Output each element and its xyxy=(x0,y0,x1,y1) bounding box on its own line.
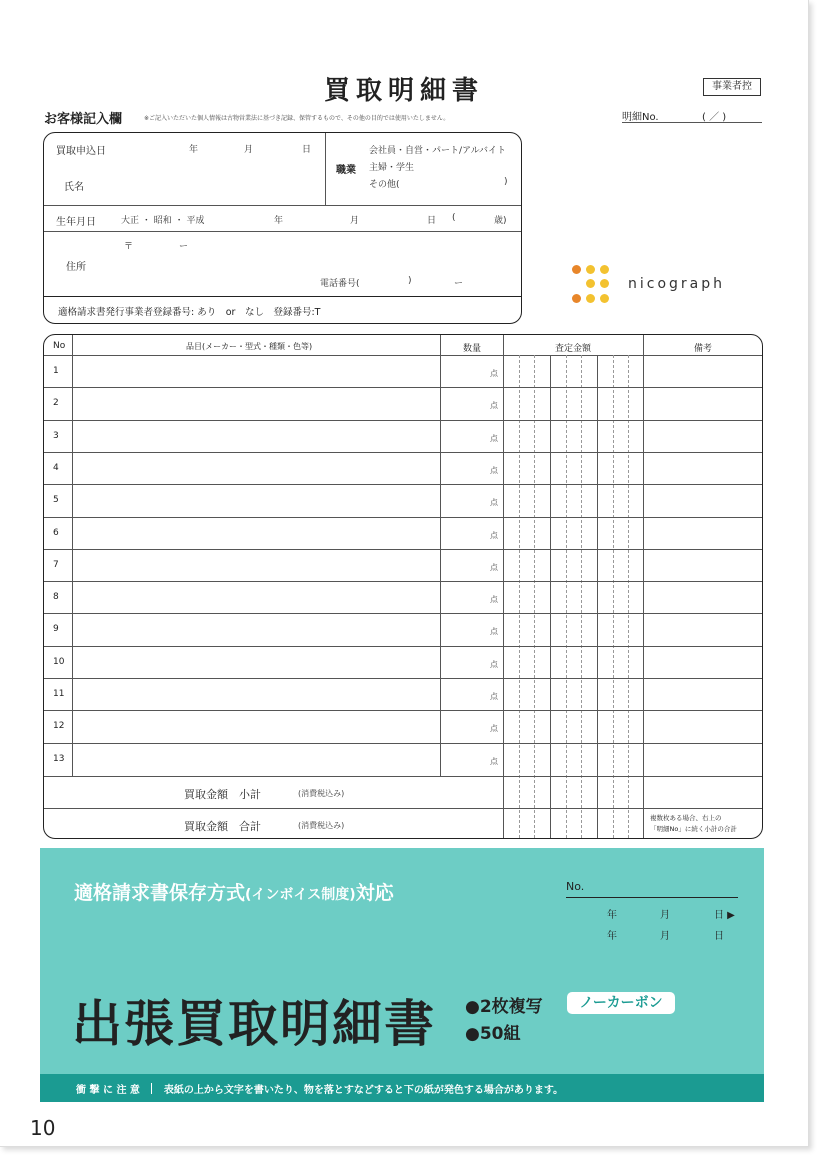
cover-day-2: 日 xyxy=(714,931,724,942)
logo-dot xyxy=(600,265,609,274)
row-divider xyxy=(44,613,762,614)
customer-info-box xyxy=(43,132,522,324)
job-option-1[interactable]: 会社員・自営・パート/アルバイト xyxy=(369,146,507,156)
apply-year-label: 年 xyxy=(189,145,199,155)
row-number: 13 xyxy=(53,753,65,764)
era-options[interactable]: 大正 ・ 昭和 ・ 平成 xyxy=(121,216,205,226)
invoice-tail-text: 対応 xyxy=(355,882,394,904)
row-divider xyxy=(44,452,762,453)
quantity-unit: 点 xyxy=(490,595,498,605)
row-number: 9 xyxy=(53,624,59,635)
logo-dot xyxy=(600,279,609,288)
cover-no-line xyxy=(566,897,738,898)
logo-dot xyxy=(586,294,595,303)
phone-label: 電話番号( xyxy=(320,279,360,289)
postal-mark: 〒 xyxy=(124,242,134,252)
row-divider xyxy=(44,420,762,421)
row-number: 11 xyxy=(53,689,65,699)
subtotal-tax-note: (消費税込み) xyxy=(298,789,345,798)
detail-number-field xyxy=(622,106,762,123)
cover-year-1: 年 xyxy=(607,910,617,921)
col-header-remarks: 備考 xyxy=(694,344,713,354)
quantity-unit: 点 xyxy=(490,724,498,734)
quantity-unit: 点 xyxy=(490,692,498,701)
detail-number-label: 明細No. xyxy=(622,112,659,123)
col-header-amount: 査定金額 xyxy=(555,344,592,354)
invoice-compliance-text xyxy=(74,878,394,905)
col-header-no: No xyxy=(53,341,66,351)
quantity-unit: 点 xyxy=(490,659,498,669)
row-divider xyxy=(44,517,762,518)
apply-date-label: 買取申込日 xyxy=(56,146,106,157)
quantity-unit: 点 xyxy=(490,562,498,572)
row-number: 12 xyxy=(53,721,65,732)
brand-logo-text: nicograph xyxy=(628,276,726,292)
row-divider xyxy=(44,549,762,550)
logo-dot xyxy=(586,265,595,274)
row-number: 6 xyxy=(53,527,59,538)
row-divider xyxy=(44,387,762,388)
job-other-close: ) xyxy=(504,177,508,187)
age-close: 歳) xyxy=(494,216,507,226)
cover-year-2: 年 xyxy=(607,931,617,942)
no-carbon-badge: ノーカーボン xyxy=(567,992,675,1014)
quantity-unit: 点 xyxy=(490,369,498,378)
items-table xyxy=(43,334,763,839)
job-label: 職業 xyxy=(336,165,356,176)
total-label: 買取金額 合計 xyxy=(184,820,261,833)
address-label: 住所 xyxy=(66,262,86,273)
quantity-unit: 点 xyxy=(490,627,498,637)
invoice-paren-text: (インボイス制度) xyxy=(245,887,356,903)
apply-month-label: 月 xyxy=(244,145,254,155)
cover-month-2: 月 xyxy=(660,931,670,942)
quantity-unit: 点 xyxy=(490,530,498,540)
birth-day-label: 日 xyxy=(427,216,437,226)
spec-copies: ●2枚複写 xyxy=(465,997,543,1017)
birth-label: 生年月日 xyxy=(56,217,96,228)
row-number: 4 xyxy=(53,462,59,473)
logo-dot xyxy=(586,279,595,288)
phone-dash: ー xyxy=(454,279,464,289)
logo-dot xyxy=(600,294,609,303)
detail-number-value: ( ／ ) xyxy=(702,112,727,123)
job-option-other[interactable]: その他( xyxy=(369,180,400,190)
copy-type-label: 事業者控 xyxy=(703,78,761,96)
birth-year-label: 年 xyxy=(274,216,284,226)
row-divider xyxy=(44,678,762,679)
row-divider xyxy=(44,710,762,711)
row-divider xyxy=(44,743,762,744)
quantity-unit: 点 xyxy=(490,498,498,508)
customer-section-heading: お客様記入欄 xyxy=(44,112,123,127)
col-header-item: 品目(メーカー・型式・種類・色等) xyxy=(186,342,313,351)
quantity-unit: 点 xyxy=(490,433,498,443)
row-divider xyxy=(44,646,762,647)
privacy-note: ※ご記入いただいた個人情報は古物営業法に基づき記録、保管するもので、その他の目的では使用いたしません。 xyxy=(144,115,450,122)
col-header-quantity: 数量 xyxy=(463,344,482,354)
birth-month-label: 月 xyxy=(350,216,360,226)
caution-text: 表紙の上から文字を書いたり、物を落とすなどすると下の紙が発色する場合があります。 xyxy=(163,1085,564,1096)
quantity-unit: 点 xyxy=(490,756,498,766)
quantity-unit: 点 xyxy=(490,465,498,475)
row-number: 2 xyxy=(53,398,59,409)
logo-dot xyxy=(572,294,581,303)
cover-month-1: 月 xyxy=(660,910,670,921)
job-option-2[interactable]: 主婦・学生 xyxy=(369,163,415,173)
row-number: 3 xyxy=(53,430,59,441)
row-divider xyxy=(44,484,762,485)
row-number: 7 xyxy=(53,559,59,570)
total-note-line2: 「明細No」に続く小計の合計 xyxy=(650,825,737,833)
total-note-line1: 複数枚ある場合、右上の xyxy=(650,814,722,822)
name-label: 氏名 xyxy=(64,182,84,193)
quantity-unit: 点 xyxy=(490,401,498,411)
cover-no-label: No. xyxy=(566,880,585,893)
row-number: 8 xyxy=(53,592,59,603)
document-title: 買取明細書 xyxy=(323,76,484,106)
phone-close: ) xyxy=(408,276,412,286)
product-name: 出張買取明細書 xyxy=(72,995,436,1053)
page-number: 10 xyxy=(30,1116,56,1140)
caution-label: 衝 撃 に 注 意 xyxy=(76,1085,140,1096)
spec-sets: ●50組 xyxy=(465,1024,521,1044)
total-tax-note: (消費税込み) xyxy=(298,821,345,830)
logo-dot xyxy=(572,265,581,274)
row-number: 5 xyxy=(53,495,59,506)
cover-day-arrow: 日 ▶ xyxy=(714,910,735,921)
age-open: ( xyxy=(452,213,456,223)
caution-text-line xyxy=(76,1081,563,1096)
invoice-registration-line: 適格請求書発行事業者登録番号: あり or なし 登録番号:T xyxy=(58,307,321,318)
invoice-main-text: 適格請求書保存方式 xyxy=(74,882,246,904)
row-number: 10 xyxy=(53,656,65,667)
postal-dash: ー xyxy=(179,242,189,252)
subtotal-label: 買取金額 小計 xyxy=(184,788,261,801)
row-number: 1 xyxy=(53,366,59,376)
apply-day-label: 日 xyxy=(302,145,312,155)
row-divider xyxy=(44,581,762,582)
